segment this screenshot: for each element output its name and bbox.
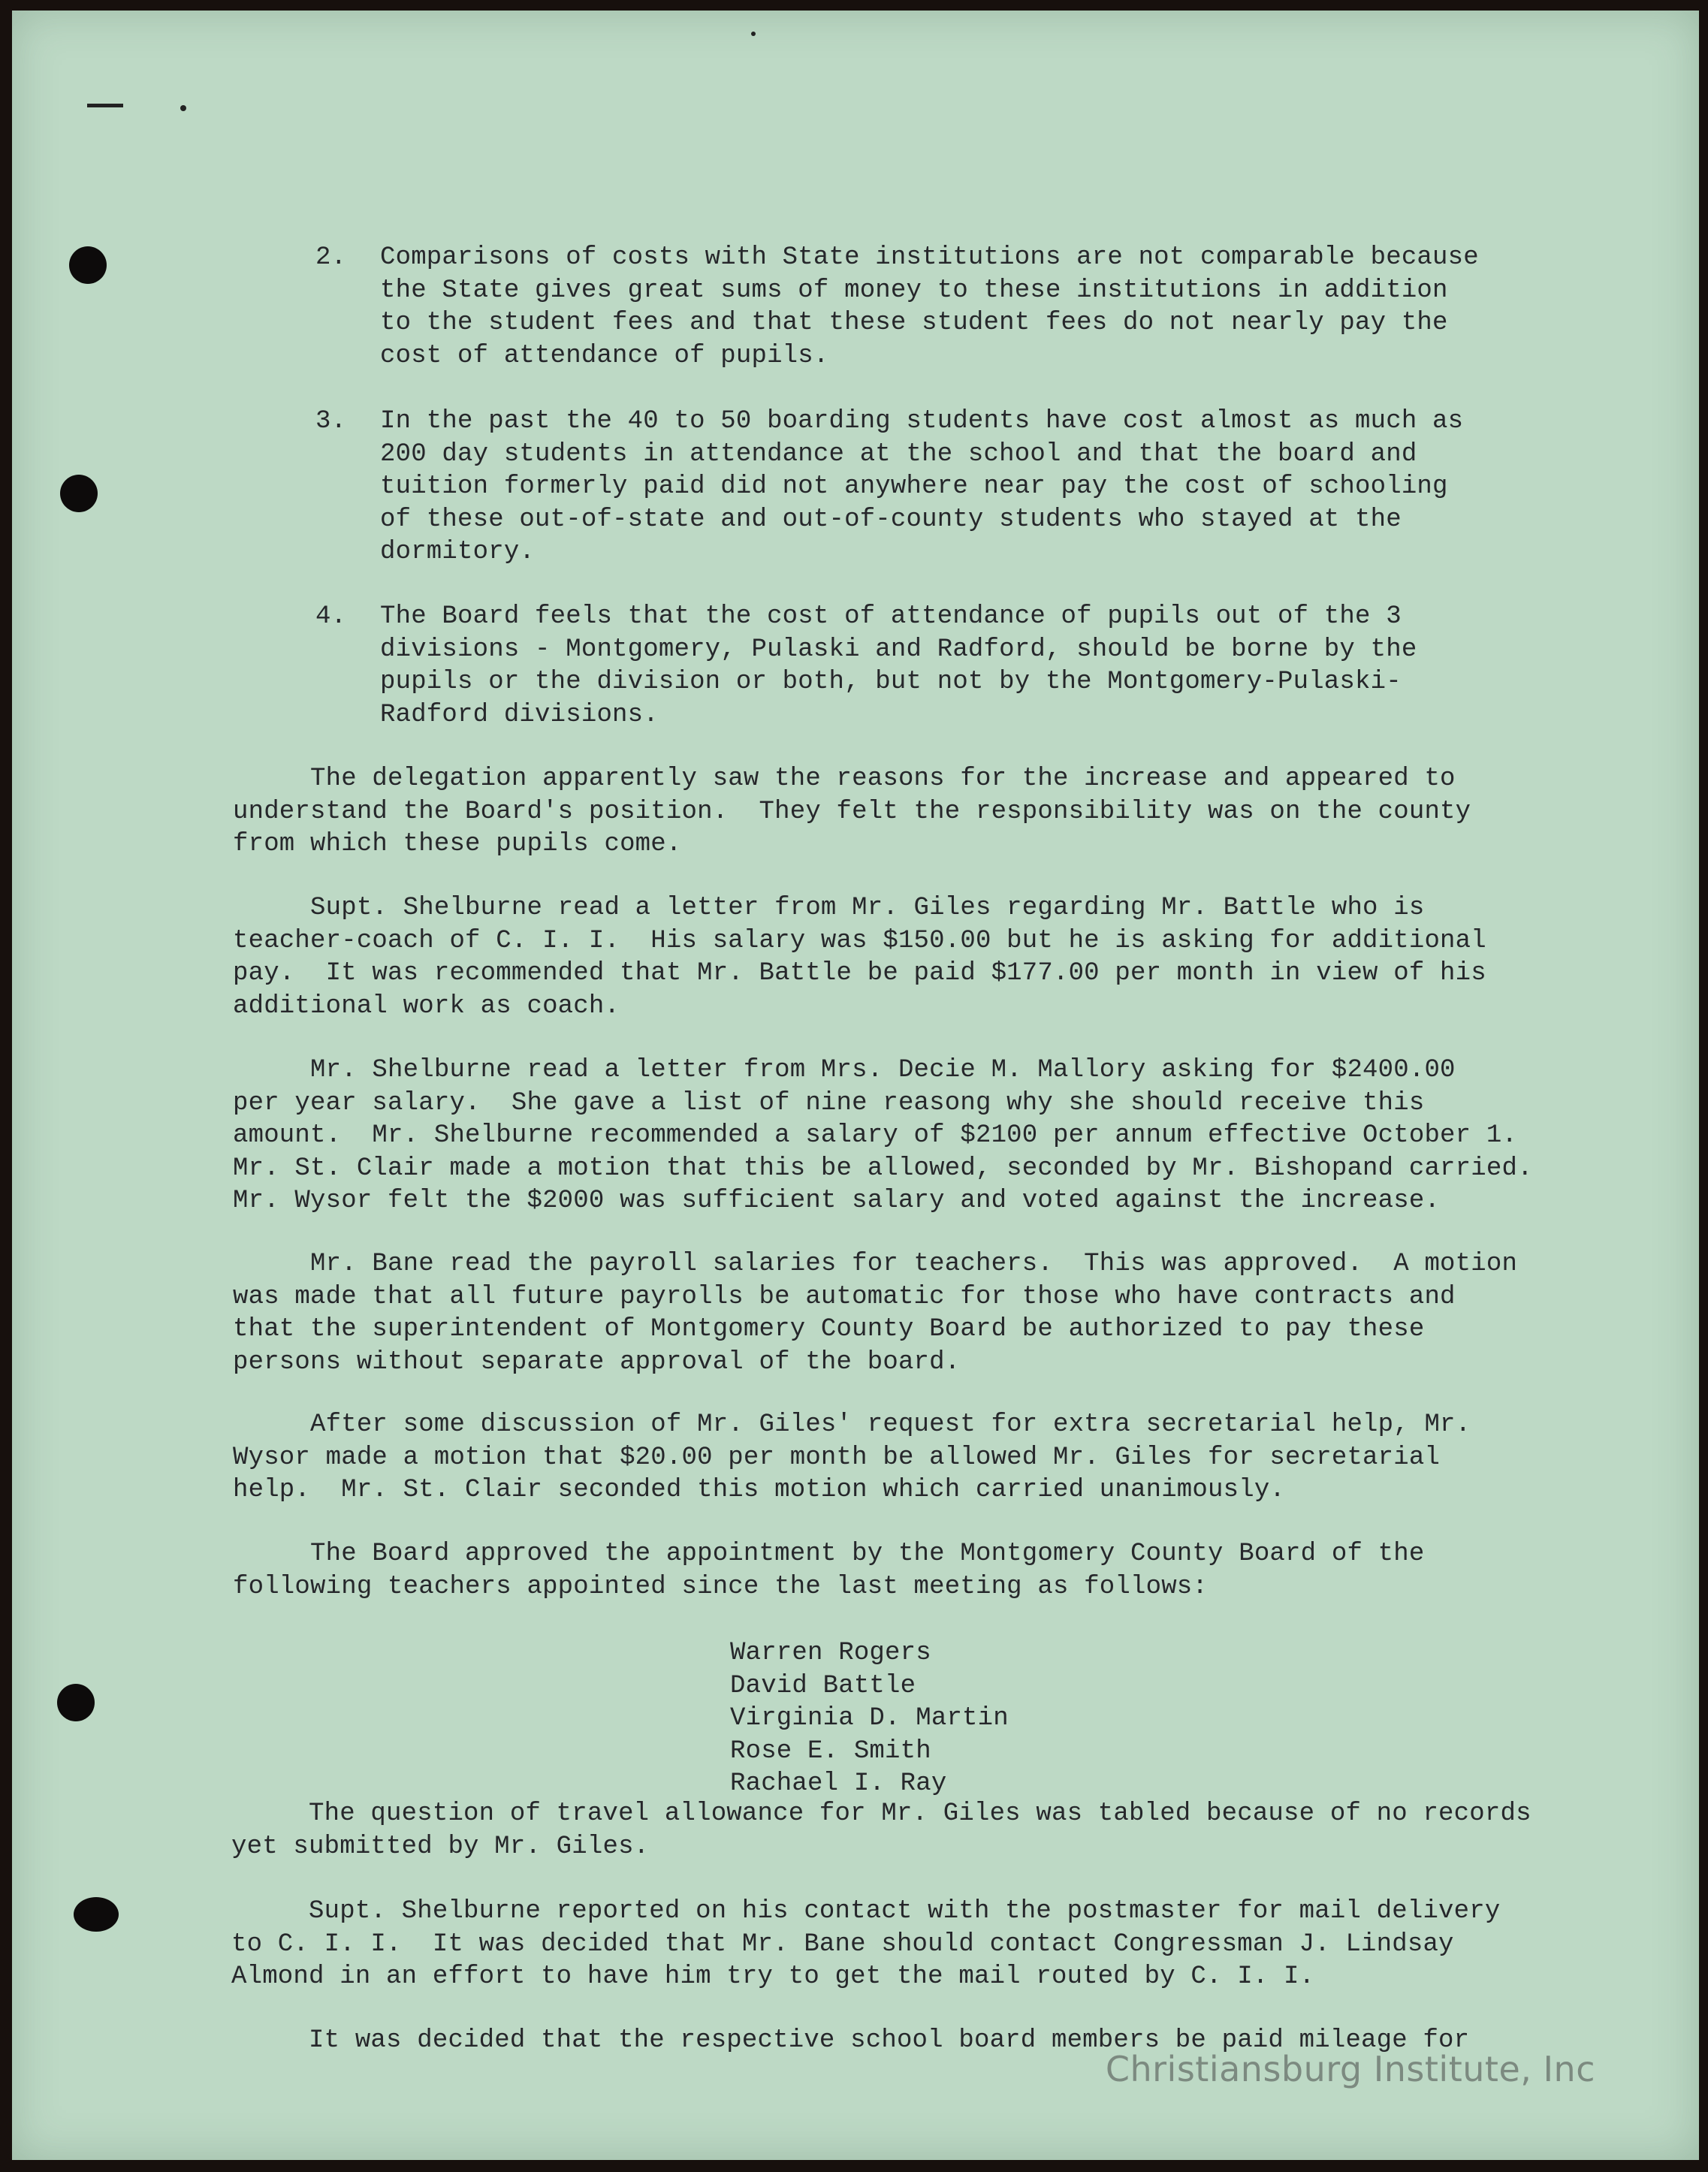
text-line: In the past the 40 to 50 boarding students have cost almost as much as [380,407,1464,436]
text-line: following teachers appointed since the last meeting as follows: [233,1572,1209,1601]
teacher-name: Rachael I. Ray [730,1769,947,1798]
text-line: dormitory. [380,538,536,566]
text-line: to C. I. I. It was decided that Mr. Bane should contact Congressman J. Lindsay [231,1929,1454,1959]
text-line: After some discussion of Mr. Giles' request for extra secretarial help, Mr. [233,1410,1471,1439]
teacher-list [730,1637,1009,1801]
paragraph [231,1798,1531,1863]
text-line: teacher-coach of C. I. I. His salary was $150.00 but he is asking for additional [233,926,1486,955]
paragraph [233,1248,1517,1379]
punch-hole-4 [74,1897,119,1932]
paragraph [233,1054,1533,1218]
text-line: persons without separate approval of the board. [233,1347,961,1377]
text-line: Supt. Shelburne reported on his contact with the postmaster for mail delivery [231,1897,1501,1926]
teacher-name: Warren Rogers [730,1639,931,1667]
item-number: 4. [315,602,347,631]
text-line: The Board feels that the cost of attendance of pupils out of the 3 [380,602,1402,631]
text-line: pupils or the division or both, but not by the Montgomery-Pulaski- [380,668,1402,696]
text-line: 200 day students in attendance at the school and that the board and [380,439,1417,469]
teacher-name: Rose E. Smith [730,1736,931,1766]
text-line: amount. Mr. Shelburne recommended a salary of $2100 per annum effective October 1. [233,1121,1518,1150]
text-line: Comparisons of costs with State institutions are not comparable because [380,243,1479,272]
text-line: The Board approved the appointment by the Montgomery County Board of the [233,1540,1425,1568]
margin-mark [87,104,123,107]
text-line: understand the Board's position. They felt the responsibility was on the county [233,797,1471,826]
text-line: per year salary. She gave a list of nine reasong why she should receive this [233,1088,1425,1118]
numbered-item-4 [380,601,1417,732]
numbered-item-3 [380,406,1463,569]
paragraph [231,1896,1500,1994]
text-line: was made that all future payrolls be automatic for those who have contracts and [233,1282,1456,1311]
paragraph [233,1409,1471,1507]
text-line: divisions - Montgomery, Pulaski and Radford, should be borne by the [380,635,1417,664]
text-line: pay. It was recommended that Mr. Battle be paid $177.00 per month in view of his [233,959,1486,988]
text-line: additional work as coach. [233,991,620,1021]
text-line: from which these pupils come. [233,830,682,858]
text-line: that the superintendent of Montgomery County Board be authorized to pay these [233,1315,1425,1344]
text-line: Almond in an effort to have him try to get the mail routed by C. I. I. [231,1962,1315,1991]
text-line: Mr. Bane read the payroll salaries for teachers. This was approved. A motion [233,1250,1518,1278]
text-line: It was decided that the respective school board members be paid mileage for [231,2026,1470,2055]
watermark: Christiansburg Institute, Inc [1105,2049,1595,2089]
paragraph [233,1538,1424,1603]
text-line: The question of travel allowance for Mr. Giles was tabled because of no records [231,1799,1531,1828]
text-line: Mr. Wysor felt the $2000 was sufficient salary and voted against the increase. [233,1187,1441,1215]
text-line: Wysor made a motion that $20.00 per month be allowed Mr. Giles for secretarial [233,1443,1441,1472]
text-line: tuition formerly paid did not anywhere near pay the cost of schooling [380,472,1448,501]
punch-hole-3 [57,1684,95,1721]
text-line: Mr. St. Clair made a motion that this be allowed, seconded by Mr. Bishopand carried. [233,1154,1533,1183]
teacher-name: David Battle [730,1671,916,1700]
text-line: yet submitted by Mr. Giles. [231,1832,650,1861]
punch-hole-2 [60,475,98,512]
text-line: Mr. Shelburne read a letter from Mrs. Decie M. Mallory asking for $2400.00 [233,1056,1456,1084]
punch-hole-1 [69,246,107,284]
text-line: Supt. Shelburne read a letter from Mr. Giles regarding Mr. Battle who is [233,894,1425,922]
text-line: Radford divisions. [380,700,659,729]
paragraph [233,892,1486,1023]
paragraph [233,763,1471,861]
teacher-name: Virginia D. Martin [730,1704,1009,1733]
top-dot [751,32,756,36]
text-line: cost of attendance of pupils. [380,341,829,370]
text-line: of these out-of-state and out-of-county students who stayed at the [380,505,1402,534]
item-number: 3. [315,407,347,436]
text-line: help. Mr. St. Clair seconded this motion which carried unanimously. [233,1476,1286,1504]
text-line: to the student fees and that these student fees do not nearly pay the [380,309,1448,337]
text-line: the State gives great sums of money to these institutions in addition [380,276,1448,305]
margin-dot [180,105,186,111]
numbered-item-2 [380,242,1479,373]
text-line: The delegation apparently saw the reasons for the increase and appeared to [233,765,1456,793]
item-number: 2. [315,243,347,272]
